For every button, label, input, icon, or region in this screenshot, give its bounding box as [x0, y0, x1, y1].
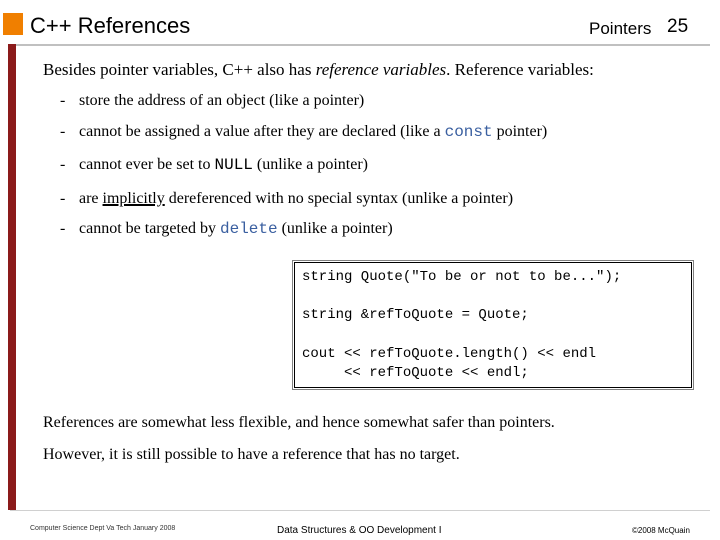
intro-text-before: Besides pointer variables, C++ also has — [43, 60, 316, 79]
code-line-2: string &refToQuote = Quote; — [302, 307, 529, 323]
bullet-text: cannot be targeted by — [79, 220, 220, 237]
bullet-item-3 — [60, 156, 368, 174]
paragraph-flexibility: References are somewhat less flexible, and hence somewhat safer than pointers. — [43, 414, 555, 431]
code-example-box — [294, 262, 692, 388]
code-line-3: cout << refToQuote.length() << endl — [302, 346, 597, 362]
bullet-underlined-word: implicitly — [102, 190, 165, 207]
page-number: 25 — [667, 16, 689, 37]
footer-left-text: Computer Science Dept Va Tech January 2008 — [30, 525, 176, 532]
footer-center-text: Data Structures & OO Development I — [277, 525, 442, 536]
left-accent-bar — [8, 44, 16, 510]
paragraph-no-target: However, it is still possible to have a reference that has no target. — [43, 446, 460, 463]
bullet-item-5 — [60, 220, 393, 238]
slide-title: C++ References — [30, 13, 191, 38]
bullet-code-const: const — [444, 123, 493, 141]
bullet-text: pointer) — [492, 123, 548, 140]
bullet-item-1 — [60, 92, 364, 110]
bullet-dash: - — [60, 92, 66, 109]
footer-right-text: ©2008 McQuain — [632, 526, 690, 535]
intro-text-after: . Reference variables: — [446, 60, 594, 79]
bullet-text: (unlike a pointer) — [252, 156, 368, 173]
bullet-code-delete: delete — [219, 220, 278, 238]
intro-sentence — [43, 60, 594, 80]
bullet-item-2 — [60, 123, 547, 141]
bullet-text: store the address of an object (like a pointer) — [79, 92, 365, 109]
bullet-dash: - — [60, 123, 66, 140]
code-line-1: string Quote("To be or not to be..."); — [302, 269, 622, 285]
bullet-dash: - — [60, 156, 66, 173]
bullet-dash: - — [60, 190, 66, 207]
bullet-text: dereferenced with no special syntax (unlike a pointer) — [164, 190, 514, 207]
footer-divider — [10, 510, 710, 511]
intro-italic-term: reference variables — [315, 60, 447, 79]
title-accent-square — [3, 13, 23, 35]
bullet-text: are — [79, 190, 103, 207]
slide-topic: Pointers — [589, 19, 652, 38]
code-line-4: << refToQuote << endl; — [302, 365, 529, 381]
bullet-text: (unlike a pointer) — [277, 220, 393, 237]
bullet-text: cannot ever be set to — [79, 156, 215, 173]
bullet-text: cannot be assigned a value after they are declared (like a — [79, 123, 445, 140]
bullet-dash: - — [60, 220, 66, 237]
bullet-code-null: NULL — [214, 156, 253, 174]
bullet-item-4 — [60, 190, 513, 208]
